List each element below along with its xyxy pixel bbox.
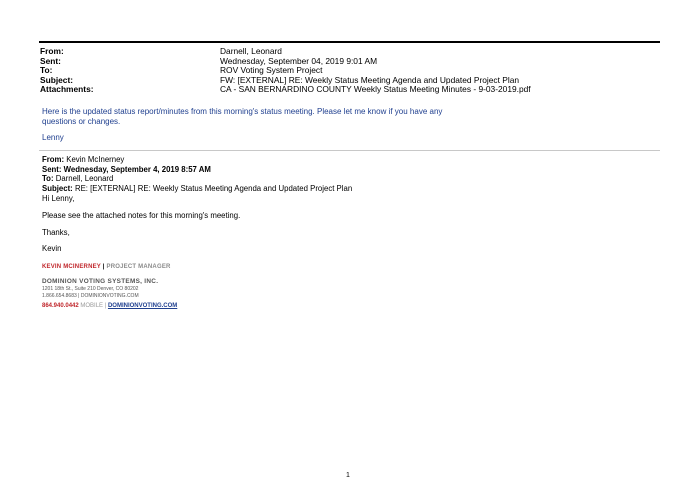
fw-subject-label: Subject: (42, 183, 73, 193)
attachment-link[interactable]: CA - SAN BERNARDINO COUNTY Weekly Status Meeting Minutes - 9-03-2019.pdf (220, 84, 531, 94)
fw-body: Please see the attached notes for this morning's meeting. (42, 211, 241, 220)
signature-title: PROJECT MANAGER (106, 264, 171, 270)
attachments-label: Attachments: (40, 84, 94, 94)
to-label: To: (40, 65, 53, 75)
message-line-2: questions or changes. (42, 117, 121, 126)
signature-company: DOMINION VOTING SYSTEMS, INC. (42, 278, 159, 285)
forwarded-header (42, 155, 352, 193)
header-row-attachments (40, 85, 670, 95)
fw-sent-label: Sent: (42, 164, 62, 174)
signature-name: KEVIN MCINERNEY (42, 264, 101, 270)
fw-from-label: From: (42, 155, 65, 164)
subject-value: FW: [EXTERNAL] RE: Weekly Status Meeting Agenda and Updated Project Plan (220, 74, 520, 85)
sent-label: Sent: (40, 55, 61, 66)
header-row-sent (40, 57, 670, 67)
email-header (40, 47, 670, 95)
signature-address: 1201 18th St., Suite 210 Denver, CO 80202 (42, 286, 139, 292)
signature-mobile-number: 864.940.0442 (42, 303, 79, 309)
forward-separator (39, 150, 660, 151)
fw-from-value: Kevin McInerney (66, 155, 125, 164)
fw-to-label: To: (42, 174, 54, 184)
signature-contact-line (42, 303, 177, 309)
page-number: 1 (346, 472, 350, 479)
signature-mobile-label: MOBILE | (80, 303, 107, 309)
fw-to-value: Darnell, Leonard (55, 174, 114, 184)
to-value: ROV Voting System Project (220, 65, 323, 75)
message-line-1: Here is the updated status report/minutes from this morning's status meeting. Please let me know if you have any (42, 107, 443, 116)
signature-phone-web: 1.866.654.8683 | DOMINIONVOTING.COM (42, 293, 139, 299)
signature-website-link[interactable]: DOMINIONVOTING.COM (107, 303, 178, 309)
fw-name: Kevin (42, 244, 62, 253)
message-signoff: Lenny (42, 133, 64, 142)
signature-separator: | (102, 264, 105, 270)
signature-name-line (42, 264, 171, 270)
subject-label: Subject: (40, 74, 74, 85)
header-top-rule (39, 41, 660, 43)
fw-sent-row (42, 165, 352, 175)
fw-subject-row (42, 184, 352, 194)
fw-subject-value: RE: [EXTERNAL] RE: Weekly Status Meeting Agenda and Updated Project Plan (74, 183, 353, 193)
fw-from-row (42, 155, 352, 165)
fw-to-row (42, 174, 352, 184)
sent-value: Wednesday, September 04, 2019 9:01 AM (220, 55, 378, 66)
fw-greeting: Hi Lenny, (42, 194, 75, 203)
from-value: Darnell, Leonard (220, 46, 282, 56)
fw-sent-value: Wednesday, September 4, 2019 8:57 AM (63, 164, 211, 174)
from-label: From: (40, 46, 64, 56)
fw-closing: Thanks, (42, 228, 70, 237)
